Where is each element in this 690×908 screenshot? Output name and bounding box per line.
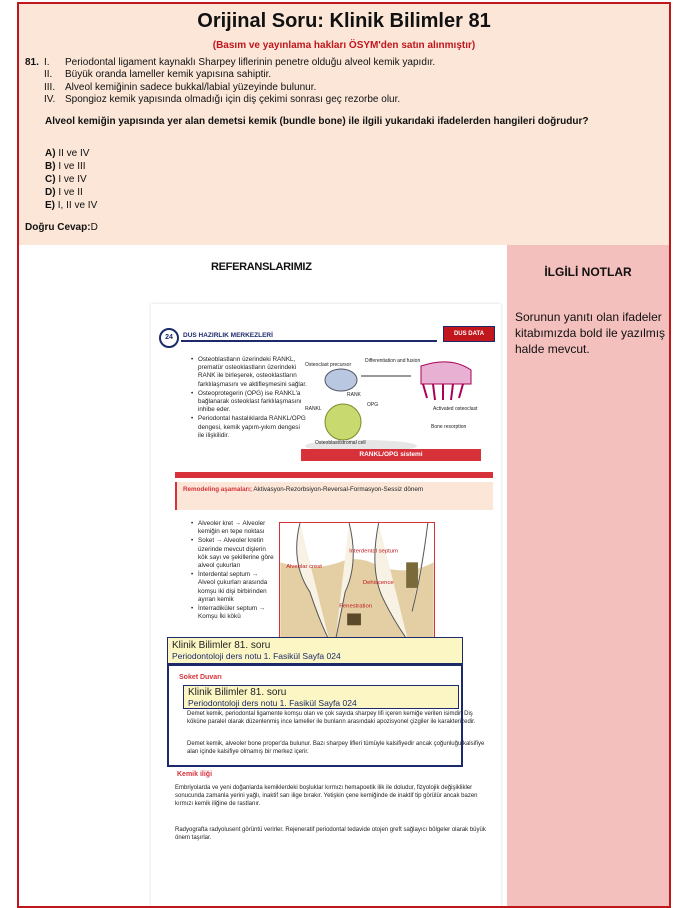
marrow-paragraph-1: Embriyolarda ve yeni doğanlarda kemiklerdeki boşluklar kırmızı hemapoetik ilik ile doludur, fizyolojik değişiklikler sonucunda zamanla yerini yağlı, inaktif sarı ilige bırakır. Yetişkin çene kemiğinde de inaktif tip görülür ancak bazen kırmızı kemik iliğine de rastlanır. bbox=[175, 785, 478, 807]
question-panel bbox=[19, 4, 669, 245]
fig-label: Dehiscence bbox=[362, 579, 394, 586]
page-frame bbox=[17, 2, 671, 908]
bullets-mid bbox=[191, 520, 275, 622]
fig-label: OPG bbox=[367, 402, 379, 408]
copyright-note: (Basım ve yayınlama hakları ÖSYM'den satın alınmıştır) bbox=[212, 40, 476, 51]
statement-text: Periodontal ligament kaynaklı Sharpey liflerinin penetre olduğu alveol kemik yapıdır. bbox=[65, 57, 436, 68]
page-number-badge: 24 bbox=[159, 328, 179, 348]
reference-book-page bbox=[151, 304, 501, 908]
statement-text: Alveol kemiğinin sadece bukkal/labial yüzeyinde bulunur. bbox=[65, 81, 317, 93]
statement-roman: II. bbox=[44, 69, 53, 81]
statement-text: Büyük oranda lameller kemik yapısına sahiptir. bbox=[65, 69, 272, 81]
highlight-frame bbox=[167, 664, 463, 767]
fig-label: Alveolar crest bbox=[286, 564, 322, 571]
question-statements bbox=[25, 57, 435, 106]
fig-label: Osteoclast precursor bbox=[305, 362, 352, 368]
socket-paragraph-1: Demet kemik, periodontal ligamente komşu olan ve çok sayıda sharpey lifi içeren kemiğe verilen isimdir. Diş köküne paralel olarak düzenlenmiş ince lameller ile bunların arasındaki apozisyonel çizgiler ile karakterizedir. bbox=[187, 711, 476, 725]
socket-paragraph-2: Demet kemik, alveoler bone proper'da bulunur. Bazı sharpey lifleri tümüyle kalsifiyedir ancak çoğunluğu kalsifiye alan içinde kalsifiye olmamış bir merkez içerir. bbox=[187, 741, 485, 755]
marrow-paragraph-2: Radyografta radyolusent görüntü verirler. Rejeneratif periodontal tedavide otojen greft sağlayıcı bölgeler olarak büyük önem taşırlar. bbox=[175, 827, 486, 841]
question-stem: Alveol kemiğin yapısında yer alan demetsi kemik (bundle bone) ile ilgili yukarıdaki ifadelerden hangileri doğrudur? bbox=[45, 116, 589, 127]
fig-label: RANK bbox=[347, 392, 361, 398]
socket-title: Soket Duvarı bbox=[179, 674, 222, 681]
fig-label: Interdental septum bbox=[349, 548, 398, 555]
book-header: DUS HAZIRLIK MERKEZLERİ bbox=[183, 332, 273, 339]
notes-title: İLGİLİ NOTLAR bbox=[544, 265, 632, 279]
option-e[interactable]: E) I, II ve IV bbox=[45, 200, 98, 211]
statement-text: Spongioz kemik yapısında olmadığı için diş çekimi sonrası geç rezorbe olur. bbox=[65, 93, 401, 105]
notes-text: Sorunun yanıtı olan ifadeler kitabımızda bold ile yazılmış halde mevcut. bbox=[515, 310, 666, 356]
fig-label: RANKL bbox=[305, 406, 322, 412]
correct-answer: Doğru Cevap:D bbox=[25, 222, 98, 233]
notes-panel bbox=[507, 245, 669, 908]
list-item: • İnterdental septum → Alveol çukurları arasında komşu iki dişi birbirinden ayıran kemik bbox=[191, 571, 275, 604]
marrow-title: Kemik iliği bbox=[177, 771, 213, 778]
page-title: Orijinal Soru: Klinik Bilimler 81 bbox=[197, 10, 491, 32]
statement-row bbox=[25, 82, 435, 94]
option-a[interactable]: A) II ve IV bbox=[45, 148, 90, 159]
list-item: • Periodontal hastalıklarda RANKL/OPG dengesi, kemik yapım-yıkım dengesi ile ilişkilidir. bbox=[191, 415, 307, 440]
statement-roman: I. bbox=[44, 57, 50, 68]
statement-roman: IV. bbox=[44, 93, 56, 105]
fig-label: Activated osteoclast bbox=[433, 406, 478, 412]
list-item: • Osteoprotegerin (OPG) ise RANKL'a bağlanarak osteoklast farklılaşmasını inhibe eder. bbox=[191, 390, 307, 415]
fig-label: Fenestration bbox=[339, 603, 373, 610]
bullets-top bbox=[191, 356, 307, 441]
option-b[interactable]: B) I ve III bbox=[45, 161, 86, 172]
option-d[interactable]: D) I ve II bbox=[45, 187, 83, 198]
reference-callout: Klinik Bilimler 81. soru Periodontoloji ders notu 1. Fasikül Sayfa 024 bbox=[167, 637, 463, 664]
remodeling-box: Remodeling aşamaları; Aktivasyon-Rezorbsiyon-Reversal-Formasyon-Sessiz dönem bbox=[175, 482, 493, 510]
figure-caption: RANKL/OPG sistemi bbox=[301, 449, 481, 461]
answer-options bbox=[45, 147, 97, 212]
fig-label: Osteoblast/stromal cell bbox=[315, 440, 366, 446]
reference-callout: Klinik Bilimler 81. soru Periodontoloji ders notu 1. Fasikül Sayfa 024 bbox=[183, 685, 459, 709]
list-item: • İnterradiküler septum → Komşu İki kökü bbox=[191, 605, 275, 621]
rankl-opg-figure bbox=[301, 356, 493, 464]
list-item: • Osteoblastların üzerindeki RANKL, prematür osteoklastların üzerindeki RANK ile birleşerek, osteoklastların farklılaşmasını ve aktifleşmesini sağlar. bbox=[191, 356, 307, 389]
statement-roman: III. bbox=[44, 81, 56, 93]
book-logo: DUS DATA bbox=[443, 326, 495, 342]
tooth-anatomy-figure bbox=[279, 522, 435, 642]
fig-label: Differentiation and fusion bbox=[365, 358, 421, 364]
statement-row bbox=[25, 69, 435, 81]
list-item: • Alveoler kret → Alveoler kemiğin en tepe noktası bbox=[191, 520, 275, 536]
fig-label: Bone resorption bbox=[431, 424, 467, 430]
references-title: REFERANSLARIMIZ bbox=[211, 261, 312, 273]
list-item: • Soket → Alveoler kretin üzerinde mevcut dişlerin kök sayı ve şekillerine göre alveol çukurları bbox=[191, 537, 275, 570]
question-number: 81. bbox=[25, 57, 39, 68]
statement-row bbox=[25, 94, 435, 106]
option-c[interactable]: C) I ve IV bbox=[45, 174, 87, 185]
statement-row bbox=[25, 57, 435, 69]
